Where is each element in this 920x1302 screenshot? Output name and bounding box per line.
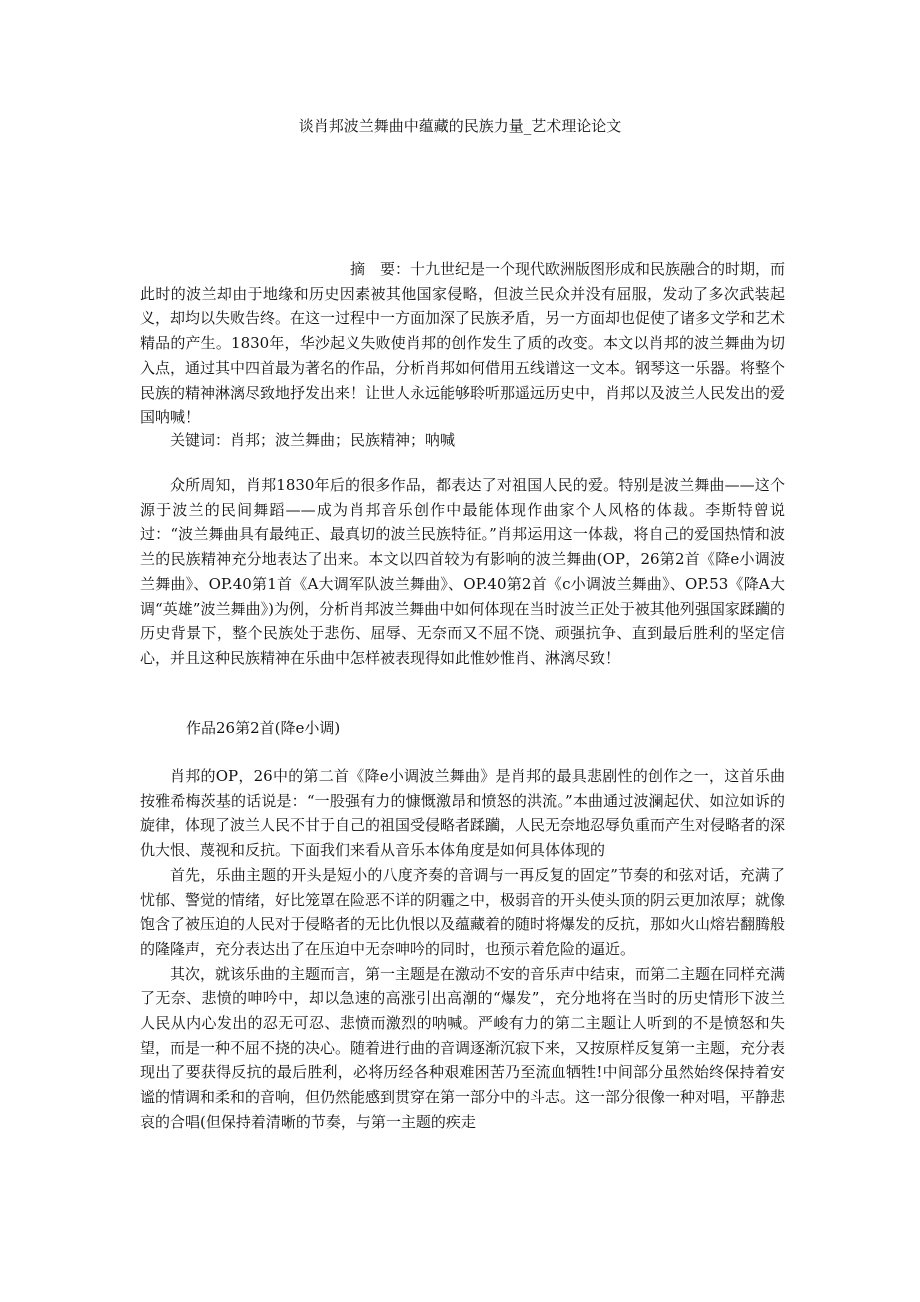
body-paragraph: 肖邦的OP，26中的第二首《降e小调波兰舞曲》是肖邦的最具悲剧性的创作之一，这首乐曲按雅希梅茨基的话说是：“一股强有力的慷慨激昂和愤怒的洪流。”本曲通过波澜起伏、如泣如诉的旋律，体现了波兰人民不甘于自己的祖国受侵略者蹂躏，人民无奈地忍辱负重而产生对侵略者的深仇大恨、蔑视和反抗。下面我们来看从音乐本体角度是如何具体体现的 xyxy=(140,767,786,860)
body-paragraph: 首先，乐曲主题的开头是短小的八度齐奏的音调与一再反复的固定”节奏的和弦对话，充满了忧郁、警觉的情绪，好比笼罩在险恶不详的阴霾之中，极弱音的开头使头顶的阴云更加浓厚；就像饱含了被压迫的人民对于侵略者的无比仇恨以及蕴藏着的随时将爆发的反抗，那如火山熔岩翻腾般的隆隆声，充分表达出了在压迫中无奈呻吟的同时，也预示着危险的逼近。 xyxy=(140,865,786,958)
intro-paragraph: 众所周知，肖邦1830年后的很多作品，都表达了对祖国人民的爱。特别是波兰舞曲——这个源于波兰的民间舞蹈——成为肖邦音乐创作中最能体现作曲家个人风格的体裁。李斯特曾说过：“波兰舞曲具有最纯正、最真切的波兰民族特征。”肖邦运用这一体裁，将自己的爱国热情和波兰的民族精神充分地表达了出来。本文以四首较为有影响的波兰舞曲(OP，26第2首《降e小调波兰舞曲》、OP.40第1首《A大调军队波兰舞曲》、OP.40第2首《c小调波兰舞曲》、OP.53《降A大调“英雄”波兰舞曲》)为例，分析肖邦波兰舞曲中如何体现在当时波兰正处于被其他列强国家蹂躏的历史背景下，整个民族处于悲伤、屈辱、无奈而又不屈不饶、顽强抗争、直到最后胜利的坚定信心，并且这种民族精神在乐曲中怎样被表现得如此惟妙惟肖、淋漓尽致！ xyxy=(140,476,785,667)
keywords-section xyxy=(140,428,785,453)
abstract-section xyxy=(140,257,785,430)
body-section xyxy=(140,764,785,1135)
keywords-text: 关键词：肖邦；波兰舞曲；民族精神；呐喊 xyxy=(170,431,456,449)
intro-section xyxy=(140,473,785,671)
section-heading: 作品26第2首(降e小调) xyxy=(186,719,341,737)
body-paragraph: 其次，就该乐曲的主题而言，第一主题是在激动不安的音乐声中结束，而第二主题在同样充满了无奈、悲愤的呻吟中，却以急速的高涨引出高潮的“爆发”，充分地将在当时的历史情形下波兰人民从内心发出的忍无可忍、悲愤而激烈的呐喊。严峻有力的第二主题让人听到的不是愤怒和失望，而是一种不屈不挠的决心。随着进行曲的音调逐渐沉寂下来，又按原样反复第一主题，充分表现出了要获得反抗的最后胜利，必将历经各种艰难困苦乃至流血牺牲!中间部分虽然始终保持着安谧的情调和柔和的音响，但仍然能感到贯穿在第一部分中的斗志。这一部分很像一种对唱，平静悲哀的合唱(但保持着清晰的节奏，与第一主题的疾走 xyxy=(140,964,786,1131)
page-title: 谈肖邦波兰舞曲中蕴藏的民族力量_艺术理论论文 xyxy=(298,117,622,135)
abstract-text: 摘 要：十九世纪是一个现代欧洲版图形成和民族融合的时期，而此时的波兰却由于地缘和历史因素被其他国家侵略，但波兰民众并没有屈服，发动了多次武装起义，却均以失败告终。在这一过程中一方面加深了民族矛盾，另一方面却也促使了诸多文学和艺术精品的产生。1830年，华沙起义失败使肖邦的创作发生了质的改变。本文以肖邦的波兰舞曲为切入点，通过其中四首最为著名的作品，分析肖邦如何借用五线谱这一文本。钢琴这一乐器。将整个民族的精神淋漓尽致地抒发出来！让世人永远能够聆听那遥远历史中，肖邦以及波兰人民发出的爱国呐喊！ xyxy=(140,260,786,427)
